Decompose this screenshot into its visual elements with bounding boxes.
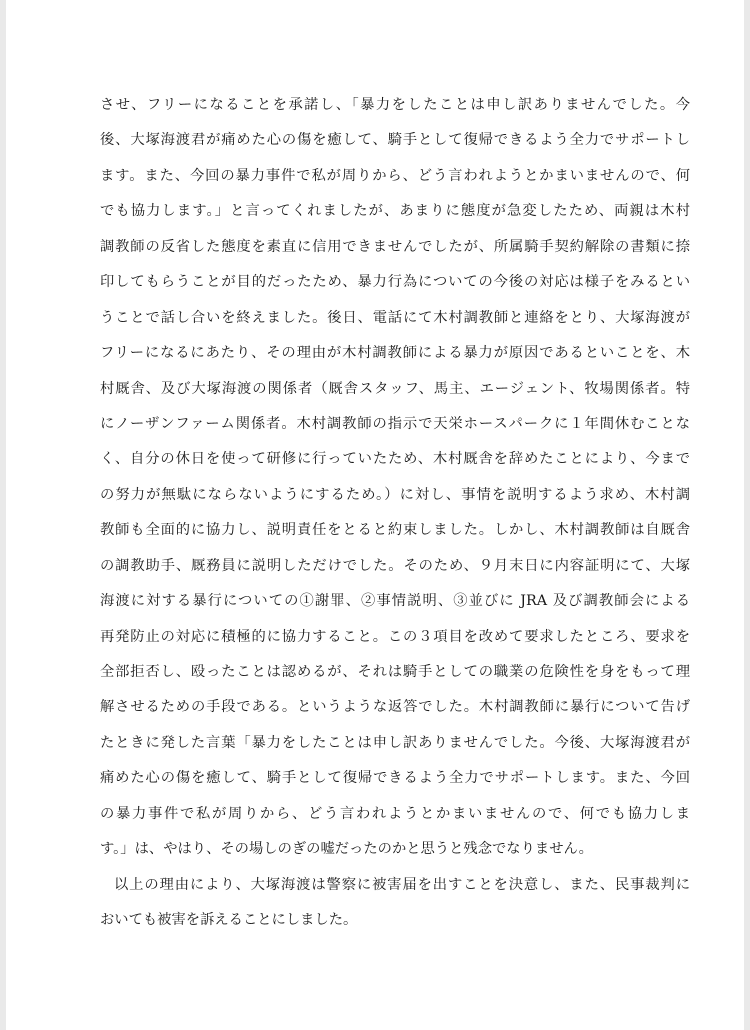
text-line-21: の暴力事件で私が周りから、どう言われようとかまいませんので、何でも協力しま bbox=[100, 805, 690, 822]
text-line-3: ます。また、今回の暴力事件で私が周りから、どう言われようとかまいませんので、何 bbox=[100, 167, 690, 184]
text-line-9: 村厩舎、及び大塚海渡の関係者（厩舎スタッフ、馬主、エージェント、牧場関係者。特 bbox=[100, 380, 690, 397]
text-line-17: 全部拒否し、殴ったことは認めるが、それは騎手としての職業の危険性を身をもって理 bbox=[100, 664, 690, 680]
text-line-5: 調教師の反省した態度を素直に信用できませんでしたが、所属騎手契約解除の書類に捺 bbox=[100, 238, 690, 255]
text-line-16: 再発防止の対応に積極的に協力すること。この３項目を改めて要求したところ、要求を bbox=[100, 628, 690, 645]
text-line-24: おいても被害を訴えることにしました。 bbox=[100, 912, 358, 929]
text-line-11: く、自分の休日を使って研修に行っていたため、木村厩舎を辞めたことにより、今まで bbox=[100, 451, 690, 468]
text-line-18: 解させるための手段である。というような返答でした。木村調教師に暴行について告げ bbox=[100, 699, 690, 716]
text-line-19: たときに発した言葉「暴力をしたことは申し訳ありませんでした。今後、大塚海渡君が bbox=[100, 734, 690, 751]
text-line-8: フリーになるにあたり、その理由が木村調教師による暴力が原因であるといことを、木 bbox=[100, 345, 690, 362]
text-line-20: 痛めた心の傷を癒して、騎手として復帰できるよう全力でサポートします。また、今回 bbox=[100, 770, 690, 787]
body-text bbox=[100, 88, 690, 939]
text-line-10: にノーザンファーム関係者。木村調教師の指示で天栄ホースパークに１年間休むことな bbox=[100, 415, 690, 432]
text-line-14: の調教助手、厩務員に説明しただけでした。そのため、９月末日に内容証明にて、大塚 bbox=[100, 557, 690, 574]
text-line-15: 海渡に対する暴行についての①謝罪、②事情説明、③並びに JRA 及び調教師会による bbox=[100, 593, 690, 610]
text-line-22: す。」は、やはり、その場しのぎの嘘だったのかと思うと残念でなりません。 bbox=[100, 841, 593, 858]
text-line-1: させ、フリーになることを承諾し、「暴力をしたことは申し訳ありませんでした。今 bbox=[100, 97, 690, 113]
text-line-23: 以上の理由により、大塚海渡は警察に被害届を出すことを決意し、また、民事裁判に bbox=[114, 876, 690, 893]
text-line-7: うことで話し合いを終えました。後日、電話にて木村調教師と連絡をとり、大塚海渡が bbox=[100, 309, 690, 326]
text-line-12: の努力が無駄にならないようにするため。）に対し、事情を説明するよう求め、木村調 bbox=[100, 486, 690, 503]
text-line-4: でも協力します。」と言ってくれましたが、あまりに態度が急変したため、両親は木村 bbox=[100, 203, 690, 220]
text-line-13: 教師も全面的に協力し、説明責任をとると約束しました。しかし、木村調教師は自厩舎 bbox=[100, 522, 690, 539]
text-line-6: 印してもらうことが目的だったため、暴力行為についての今後の対応は様子をみるとい bbox=[100, 274, 690, 291]
text-line-2: 後、大塚海渡君が痛めた心の傷を癒して、騎手として復帰できるよう全力でサポートし bbox=[100, 132, 690, 149]
